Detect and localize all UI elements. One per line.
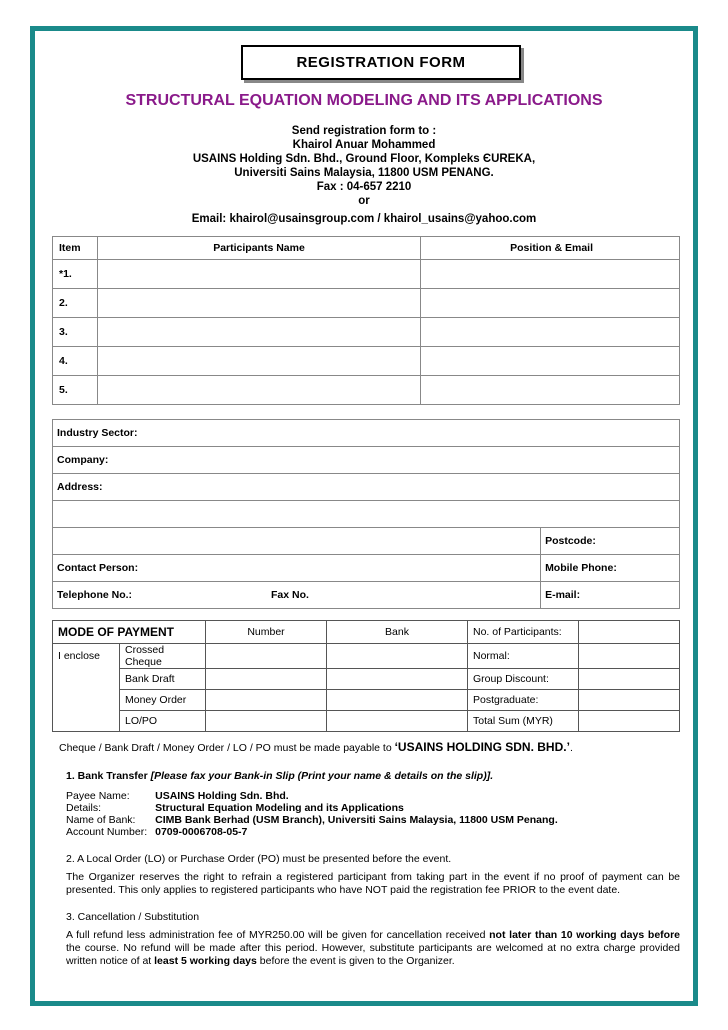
col-participant-name: Participants Name — [98, 237, 421, 260]
telephone-label: Telephone No.: — [57, 589, 133, 601]
table-row — [53, 289, 680, 318]
email-label: E-mail: — [545, 589, 581, 601]
table-row — [53, 318, 680, 347]
bank-field[interactable] — [327, 669, 468, 690]
address-line-3-field[interactable] — [53, 528, 541, 555]
position-email-field[interactable] — [421, 260, 680, 289]
send-line: Fax : 04-657 2210 — [316, 181, 412, 193]
send-line: USAINS Holding Sdn. Bhd., Ground Floor, Kompleks ЄUREKA, — [192, 153, 536, 165]
number-field[interactable] — [206, 644, 327, 669]
payable-text: Cheque / Bank Draft / Money Order / LO / PO must be made payable to — [59, 742, 395, 754]
participant-name-field[interactable] — [98, 376, 421, 405]
send-line: Universiti Sains Malaysia, 11800 USM PENANG. — [234, 167, 494, 179]
cancellation-text-part: A full refund less administration fee of MYR250.00 will be given for cancellation received — [66, 929, 490, 941]
payment-method-label: LO/PO — [125, 715, 158, 727]
payment-method-option[interactable] — [120, 644, 206, 669]
bank-transfer-heading: 1. Bank Transfer — [66, 770, 151, 782]
industry-sector-label: Industry Sector: — [57, 427, 138, 439]
position-email-field[interactable] — [421, 318, 680, 347]
bank-details — [66, 790, 566, 838]
payable-note — [59, 740, 573, 754]
enclose-label: I enclose — [53, 644, 120, 669]
list-item — [66, 814, 566, 826]
table-row — [53, 376, 680, 405]
category-count-field[interactable] — [579, 690, 680, 711]
contact-person-field[interactable] — [53, 555, 541, 582]
participants-count-field[interactable] — [579, 621, 680, 644]
list-item — [66, 790, 566, 802]
send-to-block — [0, 124, 728, 226]
category-count-field[interactable] — [579, 669, 680, 690]
cancellation-heading: 3. Cancellation / Substitution — [66, 911, 200, 923]
bank-detail-label: Name of Bank: — [66, 814, 136, 826]
bank-transfer-title — [66, 770, 493, 783]
payment-table — [52, 620, 680, 732]
row-number: 3. — [53, 318, 98, 347]
bank-transfer-note: [Please fax your Bank-in Slip (Print your name & details on the slip)]. — [150, 770, 494, 782]
row-number: 5. — [53, 376, 98, 405]
number-field[interactable] — [206, 669, 327, 690]
fax-field[interactable] — [261, 582, 541, 609]
mode-of-payment-heading: MODE OF PAYMENT — [53, 621, 206, 644]
category-label: Normal: — [468, 644, 579, 669]
organization-info-table — [52, 419, 680, 609]
payment-method-label: Crossed Cheque — [125, 644, 165, 668]
mobile-phone-field[interactable] — [541, 555, 680, 582]
category-label: Group Discount: — [468, 669, 579, 690]
bank-field[interactable] — [327, 644, 468, 669]
bank-detail-value: CIMB Bank Berhad (USM Branch), Universiti Sains Malaysia, 11800 USM Penang. — [155, 814, 558, 826]
list-item — [66, 826, 566, 838]
number-field[interactable] — [206, 711, 327, 732]
send-line: Send registration form to : — [291, 125, 437, 137]
contact-person-label: Contact Person: — [57, 562, 139, 574]
bank-detail-label: Payee Name: — [66, 790, 130, 802]
category-count-field[interactable] — [579, 644, 680, 669]
spacer-cell — [53, 669, 120, 690]
mobile-phone-label: Mobile Phone: — [545, 562, 617, 574]
participant-name-field[interactable] — [98, 289, 421, 318]
payment-method-option[interactable] — [120, 711, 206, 732]
payment-method-label: Money Order — [125, 694, 187, 706]
event-title: STRUCTURAL EQUATION MODELING AND ITS APPLICATIONS — [125, 92, 603, 109]
fax-label: Fax No. — [271, 589, 309, 601]
address-label: Address: — [57, 481, 103, 493]
number-field[interactable] — [206, 690, 327, 711]
table-row — [53, 347, 680, 376]
address-line-2-field[interactable] — [53, 501, 680, 528]
postcode-label: Postcode: — [545, 535, 596, 547]
payment-method-option[interactable] — [120, 690, 206, 711]
cancellation-text-part: before the event is given to the Organizer. — [256, 955, 455, 967]
category-label: Postgraduate: — [468, 690, 579, 711]
col-participants: No. of Participants: — [468, 621, 579, 644]
cancellation-text — [66, 929, 680, 968]
send-line: or — [358, 195, 370, 207]
position-email-field[interactable] — [421, 347, 680, 376]
row-number: *1. — [53, 260, 98, 289]
bank-detail-value: 0709-0006708-05-7 — [155, 826, 248, 838]
col-bank: Bank — [327, 621, 468, 644]
position-email-field[interactable] — [421, 376, 680, 405]
row-number: 2. — [53, 289, 98, 318]
company-field[interactable] — [53, 447, 680, 474]
bank-detail-value: USAINS Holding Sdn. Bhd. — [155, 790, 289, 802]
total-sum-field[interactable] — [579, 711, 680, 732]
col-item: Item — [53, 237, 98, 260]
participant-name-field[interactable] — [98, 260, 421, 289]
col-number: Number — [206, 621, 327, 644]
bank-detail-label: Account Number: — [66, 826, 148, 838]
cancellation-text-part: the course. No refund will be made after this period. However, substitute participants are welcomed at no extra charge provided written notice of at — [66, 942, 680, 967]
substitution-notice-days: least 5 working days — [154, 955, 257, 967]
industry-sector-field[interactable] — [53, 420, 680, 447]
payment-method-option[interactable] — [120, 669, 206, 690]
telephone-field[interactable] — [53, 582, 262, 609]
local-order-text: The Organizer reserves the right to refrain a registered participant from taking part in the event if no proof of payment can be presented. This only applies to registered participants who have NOT paid the registration fee PRIOR to the event date. — [66, 871, 680, 896]
address-field[interactable] — [53, 474, 680, 501]
bank-detail-value: Structural Equation Modeling and its Applications — [155, 802, 404, 814]
form-title: REGISTRATION FORM — [241, 45, 521, 80]
participant-name-field[interactable] — [98, 318, 421, 347]
email-field[interactable] — [541, 582, 680, 609]
participants-table — [52, 236, 680, 405]
postcode-field[interactable] — [541, 528, 680, 555]
category-label: Total Sum (MYR) — [468, 711, 579, 732]
payment-method-label: Bank Draft — [125, 673, 175, 685]
send-line: Khairol Anuar Mohammed — [292, 139, 436, 151]
email-line: Email: khairol@usainsgroup.com / khairol_usains@yahoo.com — [191, 213, 537, 225]
table-row — [53, 260, 680, 289]
bank-field[interactable] — [327, 690, 468, 711]
spacer-cell — [53, 690, 120, 711]
row-number: 4. — [53, 347, 98, 376]
payee-name: ‘USAINS HOLDING SDN. BHD.’ — [394, 740, 570, 754]
spacer-cell — [53, 711, 120, 732]
bank-field[interactable] — [327, 711, 468, 732]
local-order-heading: 2. A Local Order (LO) or Purchase Order (PO) must be presented before the event. — [66, 853, 452, 865]
list-item — [66, 802, 566, 814]
company-label: Company: — [57, 454, 109, 466]
participant-name-field[interactable] — [98, 347, 421, 376]
cancellation-deadline: not later than 10 working days before — [489, 929, 680, 941]
position-email-field[interactable] — [421, 289, 680, 318]
bank-detail-label: Details: — [66, 802, 102, 814]
col-position-email: Position & Email — [421, 237, 680, 260]
payable-end: . — [569, 742, 573, 754]
